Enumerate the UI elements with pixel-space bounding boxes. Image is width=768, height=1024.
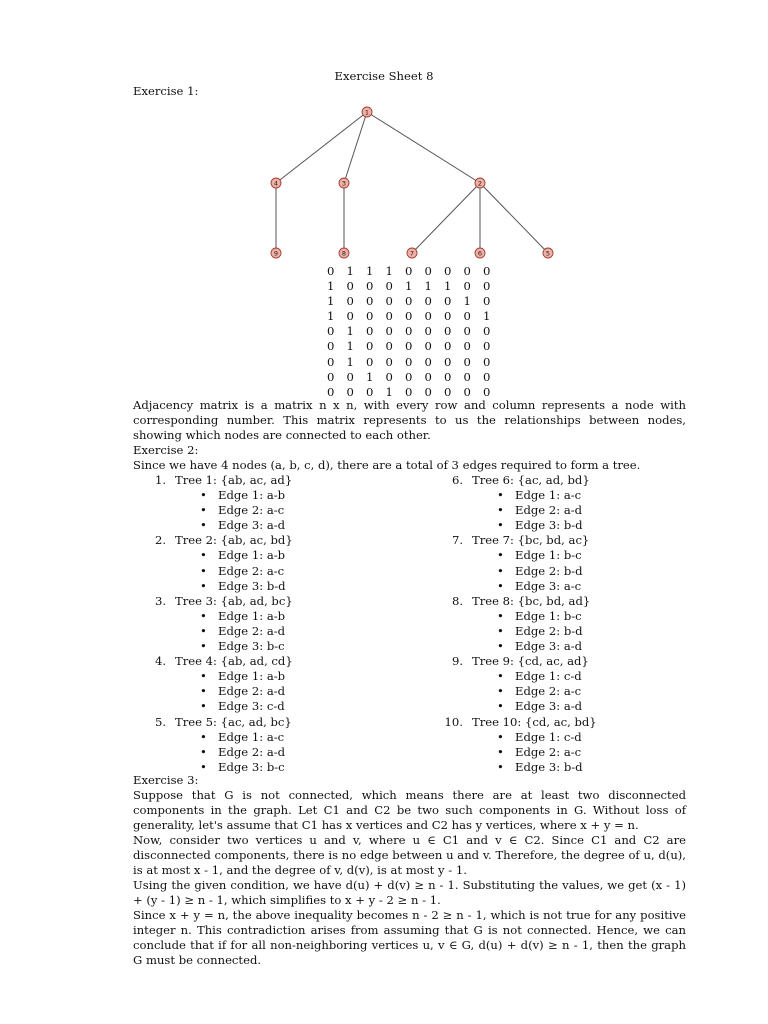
edge-text: Edge 2: a-d <box>515 503 583 518</box>
matrix-cell: 1 <box>327 309 335 324</box>
matrix-cell: 0 <box>327 384 335 399</box>
tree-heading <box>451 654 589 669</box>
edge-bullet-item <box>472 730 597 745</box>
matrix-cell: 0 <box>483 369 491 384</box>
edge-bullet-item <box>175 609 293 624</box>
edge-text: Edge 2: b-d <box>515 623 583 638</box>
tree-node-label: 8 <box>341 249 347 258</box>
matrix-cell: 0 <box>424 294 432 309</box>
edge-bullet-item <box>472 548 589 563</box>
edge-bullet-item <box>175 730 292 745</box>
matrix-cell: 0 <box>424 384 432 399</box>
matrix-cell: 0 <box>366 279 374 294</box>
matrix-cell: 0 <box>444 354 452 369</box>
edge-text: Edge 2: a-d <box>218 744 286 759</box>
matrix-cell: 0 <box>444 339 452 354</box>
tree-node-label: 1 <box>364 108 370 117</box>
tree-label: Tree 6: {ac, ad, bd} <box>472 473 590 487</box>
exercise-3-paragraph: Using the given condition, we have d(u) + d(v) ≥ n - 1. Substituting the values, we get (x - 1) + (y - 1) ≥ n - 1, which simplifies to x + y - 2 ≥ n - 1. <box>133 878 686 907</box>
edge-bullet-item <box>175 669 293 684</box>
edge-bullet-item <box>175 684 293 699</box>
matrix-cell: 0 <box>444 324 452 339</box>
edge-text: Edge 2: a-c <box>218 503 285 518</box>
tree-label: Tree 5: {ac, ad, bc} <box>175 714 292 729</box>
edge-bullet-item <box>472 639 590 654</box>
tree-list-item <box>154 593 293 654</box>
tree-heading <box>451 473 590 488</box>
matrix-cell: 1 <box>405 279 413 294</box>
tree-number: 10. <box>444 714 463 729</box>
matrix-cell: 0 <box>424 354 432 369</box>
edge-bullet-item <box>175 624 293 639</box>
matrix-cell: 1 <box>385 264 393 278</box>
matrix-cell: 1 <box>327 279 335 294</box>
matrix-cell: 1 <box>346 339 354 354</box>
tree-number: 1. <box>154 473 166 487</box>
matrix-cell: 0 <box>327 369 335 384</box>
edge-text: Edge 1: b-c <box>515 608 582 623</box>
edge-bullet-item <box>175 639 293 654</box>
edge-bullet-item <box>472 564 589 579</box>
bullet-icon: • <box>200 503 207 518</box>
adjacency-matrix <box>321 264 497 400</box>
bullet-icon: • <box>497 548 504 563</box>
matrix-cell: 0 <box>483 264 491 278</box>
edge-text: Edge 1: c-d <box>515 669 582 684</box>
matrix-cell: 0 <box>405 324 413 339</box>
page-title: Exercise Sheet 8 <box>334 69 434 83</box>
bullet-icon: • <box>200 684 207 699</box>
tree-edge-n2-n7 <box>412 183 480 253</box>
tree-node-3 <box>339 178 349 188</box>
tree-node-label: 6 <box>477 249 483 258</box>
matrix-cell: 0 <box>444 384 452 399</box>
tree-number: 5. <box>154 714 166 729</box>
tree-heading <box>154 654 293 669</box>
tree-list-item <box>154 473 293 533</box>
matrix-cell: 1 <box>444 279 452 294</box>
exercise-3-paragraph: Now, consider two vertices u and v, where u ∈ C1 and v ∈ C2. Since C1 and C2 are disconnected components, there is no edge between u and v. Therefore, the degree of u, d(u), is at most x - 1, and the degree of v, d(v), is at most y - 1. <box>133 833 686 877</box>
bullet-icon: • <box>497 518 504 533</box>
edge-text: Edge 3: c-d <box>218 699 285 714</box>
matrix-row <box>321 279 497 294</box>
matrix-cell: 0 <box>463 339 471 354</box>
tree-heading <box>154 473 293 488</box>
exercise-2-heading: Exercise 2: <box>133 443 199 457</box>
bullet-icon: • <box>200 578 207 593</box>
matrix-cell: 0 <box>444 309 452 324</box>
matrix-cell: 1 <box>483 309 491 324</box>
tree-node-label: 2 <box>477 179 483 188</box>
matrix-cell: 0 <box>405 294 413 309</box>
matrix-cell: 0 <box>444 264 452 278</box>
edge-bullet-item <box>472 488 590 503</box>
tree-list-item <box>444 714 597 775</box>
bullet-icon: • <box>497 503 504 518</box>
matrix-cell: 0 <box>424 339 432 354</box>
edge-text: Edge 1: a-b <box>218 548 286 563</box>
edge-bullet-item <box>472 609 590 624</box>
matrix-cell: 0 <box>405 339 413 354</box>
tree-list-item <box>451 654 589 714</box>
matrix-cell: 1 <box>463 294 471 309</box>
edge-bullet-item <box>175 579 293 594</box>
edge-text: Edge 3: b-d <box>515 759 583 774</box>
tree-node-label: 7 <box>409 249 415 258</box>
tree-node-9 <box>271 248 281 258</box>
edge-text: Edge 2: a-c <box>515 684 582 699</box>
edge-bullet-item <box>175 518 292 533</box>
tree-list-item <box>451 473 590 533</box>
matrix-cell: 1 <box>366 369 374 384</box>
matrix-cell: 0 <box>463 384 471 399</box>
tree-label: Tree 4: {ab, ad, cd} <box>175 654 293 669</box>
matrix-cell: 1 <box>346 324 354 339</box>
edge-bullet-item <box>472 503 590 518</box>
edge-text: Edge 2: a-c <box>515 744 582 759</box>
matrix-cell: 0 <box>346 369 354 384</box>
bullet-icon: • <box>200 563 207 578</box>
matrix-cell: 0 <box>424 369 432 384</box>
tree-node-2 <box>475 178 485 188</box>
matrix-cell: 0 <box>327 324 335 339</box>
tree-diagram <box>250 100 570 265</box>
edge-text: Edge 3: b-d <box>218 578 286 593</box>
tree-label: Tree 9: {cd, ac, ad} <box>472 654 589 669</box>
matrix-cell: 0 <box>405 264 413 278</box>
bullet-icon: • <box>200 639 207 654</box>
bullet-icon: • <box>497 729 504 744</box>
matrix-cell: 0 <box>463 309 471 324</box>
exercise-3-heading: Exercise 3: <box>133 773 199 787</box>
tree-edge-n1-n3 <box>344 112 367 183</box>
edge-text: Edge 1: a-b <box>218 488 286 503</box>
edge-text: Edge 2: b-d <box>515 563 583 578</box>
edge-bullet-item <box>175 548 293 563</box>
edge-text: Edge 1: b-c <box>515 548 582 563</box>
matrix-cell: 0 <box>346 309 354 324</box>
exercise-2-intro: Since we have 4 nodes (a, b, c, d), there are a total of 3 edges required to form a tree. <box>133 458 641 472</box>
matrix-cell: 1 <box>366 264 374 278</box>
tree-heading <box>154 714 292 730</box>
tree-node-label: 4 <box>273 179 279 188</box>
edge-bullet-item <box>472 579 589 594</box>
matrix-cell: 1 <box>346 354 354 369</box>
matrix-cell: 1 <box>327 294 335 309</box>
matrix-row <box>321 264 497 279</box>
matrix-cell: 0 <box>483 294 491 309</box>
bullet-icon: • <box>497 563 504 578</box>
tree-number: 2. <box>154 533 166 548</box>
edge-bullet-item <box>175 699 293 714</box>
bullet-icon: • <box>497 684 504 699</box>
bullet-icon: • <box>200 608 207 623</box>
edge-bullet-item <box>472 699 589 714</box>
matrix-cell: 0 <box>444 369 452 384</box>
matrix-cell: 1 <box>424 279 432 294</box>
tree-list-item <box>451 533 590 593</box>
matrix-cell: 0 <box>424 324 432 339</box>
tree-heading <box>154 533 293 548</box>
tree-list-item <box>154 714 292 775</box>
matrix-cell: 0 <box>327 264 335 278</box>
tree-edges <box>273 112 548 253</box>
matrix-cell: 0 <box>424 264 432 278</box>
tree-number: 3. <box>154 593 166 608</box>
exercise-3-paragraph: Suppose that G is not connected, which means there are at least two disconnected components in the graph. Let C1 and C2 be two such components in G. Without loss of generality, let's assume that C1 has x vertices and C2 has y vertices, where x + y = n. <box>133 788 686 832</box>
edge-text: Edge 3: a-d <box>515 699 583 714</box>
edge-text: Edge 1: a-b <box>218 669 286 684</box>
edge-text: Edge 1: a-c <box>515 488 582 503</box>
edge-bullet-item <box>175 488 292 503</box>
matrix-cell: 0 <box>366 384 374 399</box>
bullet-icon: • <box>200 759 207 774</box>
tree-label: Tree 1: {ab, ac, ad} <box>175 473 293 487</box>
tree-list-item <box>154 654 293 714</box>
tree-node-4 <box>271 178 281 188</box>
matrix-cell: 0 <box>346 384 354 399</box>
bullet-icon: • <box>200 488 207 503</box>
matrix-cell: 0 <box>424 309 432 324</box>
matrix-cell: 0 <box>463 279 471 294</box>
tree-heading <box>451 593 591 609</box>
bullet-icon: • <box>497 639 504 654</box>
matrix-cell: 0 <box>405 309 413 324</box>
edge-bullet-item <box>472 624 590 639</box>
tree-number: 9. <box>451 654 463 669</box>
edge-bullet-item <box>175 503 292 518</box>
tree-label: Tree 3: {ab, ad, bc} <box>175 593 293 608</box>
exercise-3-paragraph: Since x + y = n, the above inequality becomes n - 2 ≥ n - 1, which is not true for any positive integer n. This contradiction arises from assuming that G is not connected. Hence, we can conclude that if for all non-neighboring vertices u, v ∈ G, d(u) + d(v) ≥ n - 1, then the graph G must be connected. <box>133 908 686 967</box>
tree-edge-n1-n2 <box>367 112 480 183</box>
edge-bullet-item <box>472 518 590 533</box>
matrix-cell: 0 <box>483 339 491 354</box>
bullet-icon: • <box>497 699 504 714</box>
matrix-cell: 0 <box>483 354 491 369</box>
bullet-icon: • <box>200 623 207 638</box>
bullet-icon: • <box>200 699 207 714</box>
edge-text: Edge 3: b-c <box>218 639 285 654</box>
edge-bullet-item <box>472 684 589 699</box>
tree-label: Tree 10: {cd, ac, bd} <box>472 714 597 729</box>
matrix-cell: 1 <box>346 264 354 278</box>
edge-text: Edge 1: a-c <box>218 729 285 744</box>
edge-text: Edge 3: b-c <box>218 759 285 774</box>
edge-bullet-item <box>175 564 293 579</box>
matrix-cell: 0 <box>444 294 452 309</box>
bullet-icon: • <box>497 623 504 638</box>
matrix-cell: 0 <box>483 384 491 399</box>
edge-text: Edge 2: a-d <box>218 623 286 638</box>
bullet-icon: • <box>497 488 504 503</box>
tree-label: Tree 8: {bc, bd, ad} <box>472 593 591 608</box>
bullet-icon: • <box>497 744 504 759</box>
tree-node-7 <box>407 248 417 258</box>
bullet-icon: • <box>497 669 504 684</box>
matrix-cell: 0 <box>346 294 354 309</box>
matrix-cell: 0 <box>483 279 491 294</box>
exercise-1-heading: Exercise 1: <box>133 84 199 98</box>
tree-node-1 <box>362 107 372 117</box>
matrix-cell: 0 <box>385 354 393 369</box>
tree-label: Tree 2: {ab, ac, bd} <box>175 533 293 548</box>
tree-number: 4. <box>154 654 166 669</box>
edge-text: Edge 3: b-d <box>515 518 583 533</box>
bullet-icon: • <box>200 729 207 744</box>
tree-node-5 <box>543 248 553 258</box>
edge-text: Edge 2: a-d <box>218 684 286 699</box>
matrix-cell: 0 <box>463 354 471 369</box>
tree-node-label: 3 <box>341 179 347 188</box>
matrix-cell: 0 <box>463 324 471 339</box>
edge-text: Edge 3: a-d <box>515 639 583 654</box>
matrix-row <box>321 339 497 354</box>
bullet-icon: • <box>497 759 504 774</box>
matrix-cell: 0 <box>346 279 354 294</box>
matrix-cell: 0 <box>405 384 413 399</box>
matrix-cell: 0 <box>385 279 393 294</box>
matrix-row <box>321 370 497 385</box>
edge-text: Edge 2: a-c <box>218 563 285 578</box>
matrix-row <box>321 355 497 370</box>
edge-bullet-item <box>472 760 597 775</box>
edge-text: Edge 1: a-b <box>218 608 286 623</box>
matrix-cell: 0 <box>385 324 393 339</box>
tree-list-item <box>154 533 293 593</box>
bullet-icon: • <box>497 608 504 623</box>
tree-nodes <box>271 107 553 258</box>
tree-edge-n1-n4 <box>276 112 367 183</box>
matrix-row <box>321 309 497 324</box>
tree-number: 6. <box>451 473 463 487</box>
matrix-cell: 0 <box>385 309 393 324</box>
edge-bullet-item <box>472 745 597 760</box>
matrix-cell: 0 <box>405 354 413 369</box>
matrix-cell: 0 <box>327 339 335 354</box>
tree-label: Tree 7: {bc, bd, ac} <box>472 533 590 548</box>
edge-bullet-item <box>472 669 589 684</box>
matrix-cell: 1 <box>385 384 393 399</box>
edge-text: Edge 3: a-d <box>218 518 286 533</box>
tree-edge-n2-n5 <box>480 183 548 253</box>
matrix-cell: 0 <box>463 264 471 278</box>
tree-number: 7. <box>451 533 463 548</box>
matrix-cell: 0 <box>385 339 393 354</box>
tree-number: 8. <box>451 593 463 608</box>
bullet-icon: • <box>497 578 504 593</box>
matrix-cell: 0 <box>327 354 335 369</box>
matrix-cell: 0 <box>366 294 374 309</box>
edge-text: Edge 3: a-c <box>515 578 582 593</box>
matrix-cell: 0 <box>483 324 491 339</box>
tree-list-item <box>451 593 591 654</box>
matrix-cell: 0 <box>385 294 393 309</box>
edge-bullet-item <box>175 745 292 760</box>
matrix-cell: 0 <box>463 369 471 384</box>
matrix-row <box>321 324 497 339</box>
tree-node-label: 5 <box>545 249 551 258</box>
tree-node-6 <box>475 248 485 258</box>
matrix-cell: 0 <box>366 339 374 354</box>
matrix-cell: 0 <box>366 354 374 369</box>
matrix-cell: 0 <box>366 324 374 339</box>
bullet-icon: • <box>200 518 207 533</box>
tree-node-label: 9 <box>273 249 279 258</box>
tree-node-8 <box>339 248 349 258</box>
bullet-icon: • <box>200 548 207 563</box>
edge-text: Edge 1: c-d <box>515 729 582 744</box>
bullet-icon: • <box>200 669 207 684</box>
tree-heading <box>451 533 590 548</box>
matrix-cell: 0 <box>385 369 393 384</box>
matrix-cell: 0 <box>366 309 374 324</box>
bullet-icon: • <box>200 744 207 759</box>
matrix-cell: 0 <box>405 369 413 384</box>
matrix-row <box>321 294 497 309</box>
exercise-1-explanation: Adjacency matrix is a matrix n x n, with every row and column represents a node with corresponding number. This matrix represents to us the relationships between nodes, showing which nodes are connected to each other. <box>133 398 686 442</box>
tree-heading <box>444 714 597 730</box>
tree-heading <box>154 593 293 609</box>
